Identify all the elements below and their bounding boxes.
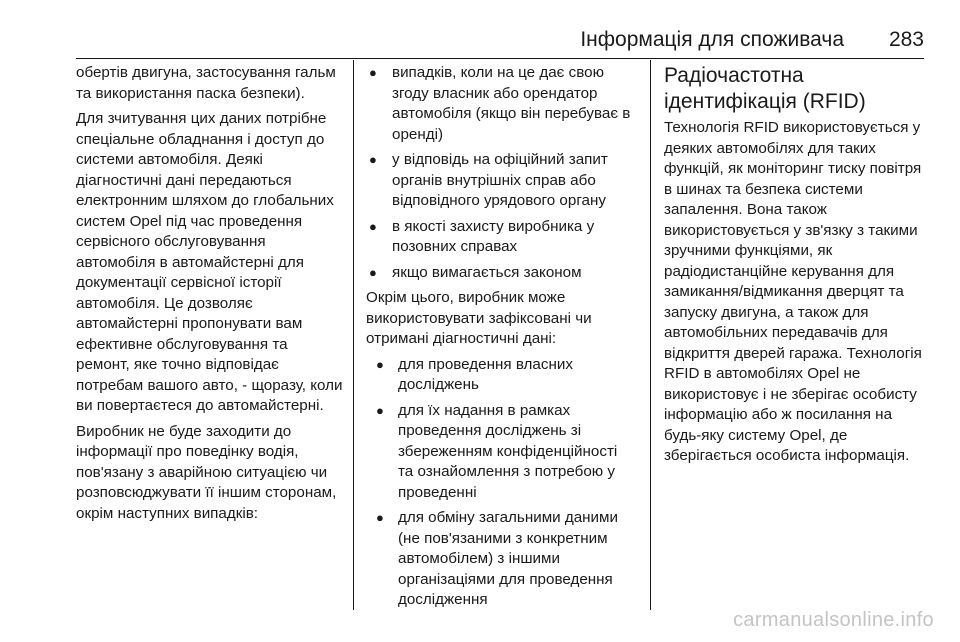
paragraph: Виробник не буде заходити до інформації про поведінку водія, пов'язану з аварійною ситуацією чи розповсюджувати її іншим сторонам, окрім наступних випадків: xyxy=(76,422,337,522)
usage-list xyxy=(366,355,632,611)
list-item: ● в якості захисту виробника у позовних справах xyxy=(366,217,632,258)
list-item: ● у відповідь на офіційний запит органів внутрішніх справ або відповідного урядового органу xyxy=(366,150,632,212)
paragraph: Окрім цього, виробник може використовувати зафіксовані чи отримані діагностичні дані: xyxy=(366,289,592,347)
watermark: carmanualsonline.info xyxy=(733,609,934,631)
page-number: 283 xyxy=(888,28,924,51)
right-column xyxy=(664,63,926,472)
column-divider-right xyxy=(650,60,651,610)
paragraph: Технологія RFID використовується у деяких автомобілях для таких функцій, як моніторинг тиску повітря в шинах та безпека системи запалення. Вона також використовується у зв'язку з такими зручними функціями, як радіодистанційне керування для замикання/відмикання дверцят та запуску двигуна, а також для автомобільних передавачів для відкриття дверей гаража. Технологія RFID в автомобілях Opel не використовує і не зберігає особисту інформацію або ж посилання на будь-яку систему Opel, де зберігається особиста інформація. xyxy=(664,119,922,464)
paragraph: обертів двигуна, застосування гальм та використання паска безпеки). xyxy=(76,64,336,102)
middle-column xyxy=(366,63,632,616)
list-item: ● для проведення власних досліджень xyxy=(366,355,632,396)
exception-list xyxy=(366,63,632,283)
paragraph: Для зчитування цих даних потрібне спеціальне обладнання і доступ до системи автомобіля. Деякі діагностичні дані передаються електронним шляхом до глобальних систем Opel під час проведення сервісного обслуговування автомобіля в автомайстерні для документації сервісної історії автомобіля. Це дозволяє автомайстерні пропонувати вам ефективне обслуговування та ремонт, яке точно відповідає потребам вашого авто, - щоразу, коли ви повертаєтеся до автомайстерні. xyxy=(76,110,343,414)
list-item: ● для їх надання в рамках проведення досліджень зі збереженням конфіденційності та ознайомлення з потребою у проведенні xyxy=(366,401,632,504)
list-item: ● випадків, коли на це дає свою згоду власник або орендатор автомобіля (якщо він перебуває в оренді) xyxy=(366,63,632,145)
column-divider-left xyxy=(353,60,354,610)
left-column xyxy=(76,63,344,529)
section-heading: Радіочастотна ідентифікація (RFID) xyxy=(664,64,866,113)
list-item: ● для обміну загальними даними (не пов'язаними з конкретним автомобілем) з іншими організаціями для проведення дослідження xyxy=(366,508,632,611)
page-header xyxy=(0,24,924,58)
page-title: Інформація для споживача xyxy=(580,28,844,51)
header-divider xyxy=(76,58,924,59)
list-item: ● якщо вимагається законом xyxy=(366,263,632,284)
